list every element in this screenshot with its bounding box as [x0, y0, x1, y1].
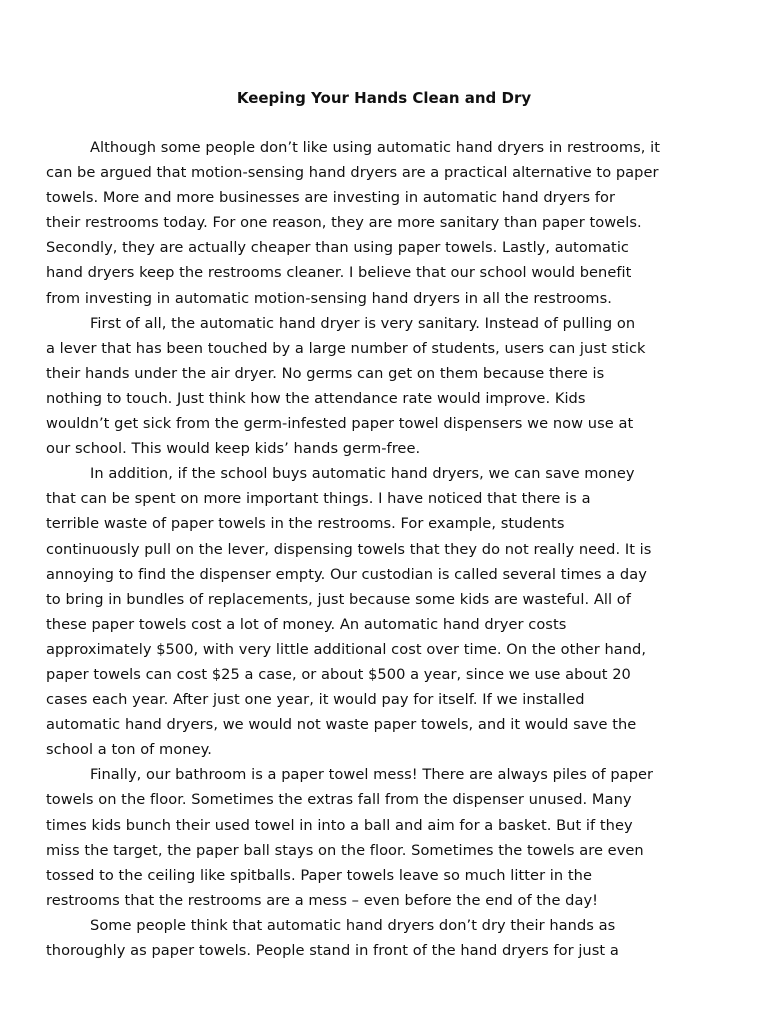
paragraph-1-line-7: from investing in automatic motion-sensing hand dryers in all the restrooms.	[46, 289, 612, 307]
paragraph-3-line-2: that can be spent on more important things. I have noticed that there is a	[46, 490, 591, 508]
document-body	[46, 135, 736, 963]
paragraph-3-line-11: automatic hand dryers, we would not waste paper towels, and it would save the	[46, 716, 637, 734]
paragraph-2-line-1: First of all, the automatic hand dryer is very sanitary. Instead of pulling on	[90, 314, 636, 332]
paragraph-3-line-8: approximately $500, with very little additional cost over time. On the other hand,	[46, 640, 647, 658]
paragraph-3-line-7: these paper towels cost a lot of money. An automatic hand dryer costs	[46, 615, 567, 633]
paragraph-4-line-3: times kids bunch their used towel in into a ball and aim for a basket. But if they	[46, 816, 633, 834]
paragraph-4-line-5: tossed to the ceiling like spitballs. Paper towels leave so much litter in the	[46, 866, 593, 884]
paragraph-3-line-9: paper towels can cost $25 a case, or about $500 a year, since we use about 20	[46, 665, 631, 683]
paragraph-4-line-2: towels on the floor. Sometimes the extras fall from the dispenser unused. Many	[46, 791, 632, 809]
paragraph-1-line-6: hand dryers keep the restrooms cleaner. I believe that our school would benefit	[46, 264, 632, 282]
document-title: Keeping Your Hands Clean and Dry	[236, 89, 532, 107]
paragraph-2-line-6: our school. This would keep kids’ hands germ-free.	[46, 440, 421, 458]
paragraph-3-line-5: annoying to find the dispenser empty. Our custodian is called several times a day	[46, 565, 647, 583]
paragraph-2-line-4: nothing to touch. Just think how the attendance rate would improve. Kids	[46, 389, 586, 407]
paragraph-5-line-1: Some people think that automatic hand dryers don’t dry their hands as	[90, 916, 616, 934]
paragraph-1-line-2: can be argued that motion-sensing hand dryers are a practical alternative to paper	[46, 164, 659, 182]
paragraph-3-line-1: In addition, if the school buys automatic hand dryers, we can save money	[90, 465, 635, 483]
paragraph-5-line-2: thoroughly as paper towels. People stand in front of the hand dryers for just a	[46, 942, 619, 959]
paragraph-1-line-5: Secondly, they are actually cheaper than using paper towels. Lastly, automatic	[46, 239, 630, 257]
paragraph-1-line-1: Although some people don’t like using automatic hand dryers in restrooms, it	[90, 139, 661, 156]
paragraph-2-line-5: wouldn’t get sick from the germ-infested paper towel dispensers we now use at	[46, 415, 634, 433]
paragraph-4-line-4: miss the target, the paper ball stays on the floor. Sometimes the towels are even	[46, 841, 644, 859]
paragraph-3-line-10: cases each year. After just one year, it would pay for itself. If we installed	[46, 691, 585, 709]
paragraph-1-line-4: their restrooms today. For one reason, they are more sanitary than paper towels.	[46, 214, 642, 232]
paragraph-3-line-6: to bring in bundles of replacements, just because some kids are wasteful. All of	[46, 590, 631, 608]
paragraph-4-line-6: restrooms that the restrooms are a mess – even before the end of the day!	[46, 891, 599, 909]
paragraph-4-line-1: Finally, our bathroom is a paper towel mess! There are always piles of paper	[90, 766, 654, 784]
paragraph-1-line-3: towels. More and more businesses are investing in automatic hand dryers for	[46, 189, 616, 207]
paragraph-3-line-3: terrible waste of paper towels in the restrooms. For example, students	[46, 515, 565, 533]
paragraph-3-line-4: continuously pull on the lever, dispensing towels that they do not really need. It is	[46, 540, 652, 558]
paragraph-3-line-12: school a ton of money.	[46, 741, 212, 759]
paragraph-2-line-3: their hands under the air dryer. No germs can get on them because there is	[46, 364, 605, 382]
paragraph-2-line-2: a lever that has been touched by a large number of students, users can just stick	[46, 339, 646, 357]
